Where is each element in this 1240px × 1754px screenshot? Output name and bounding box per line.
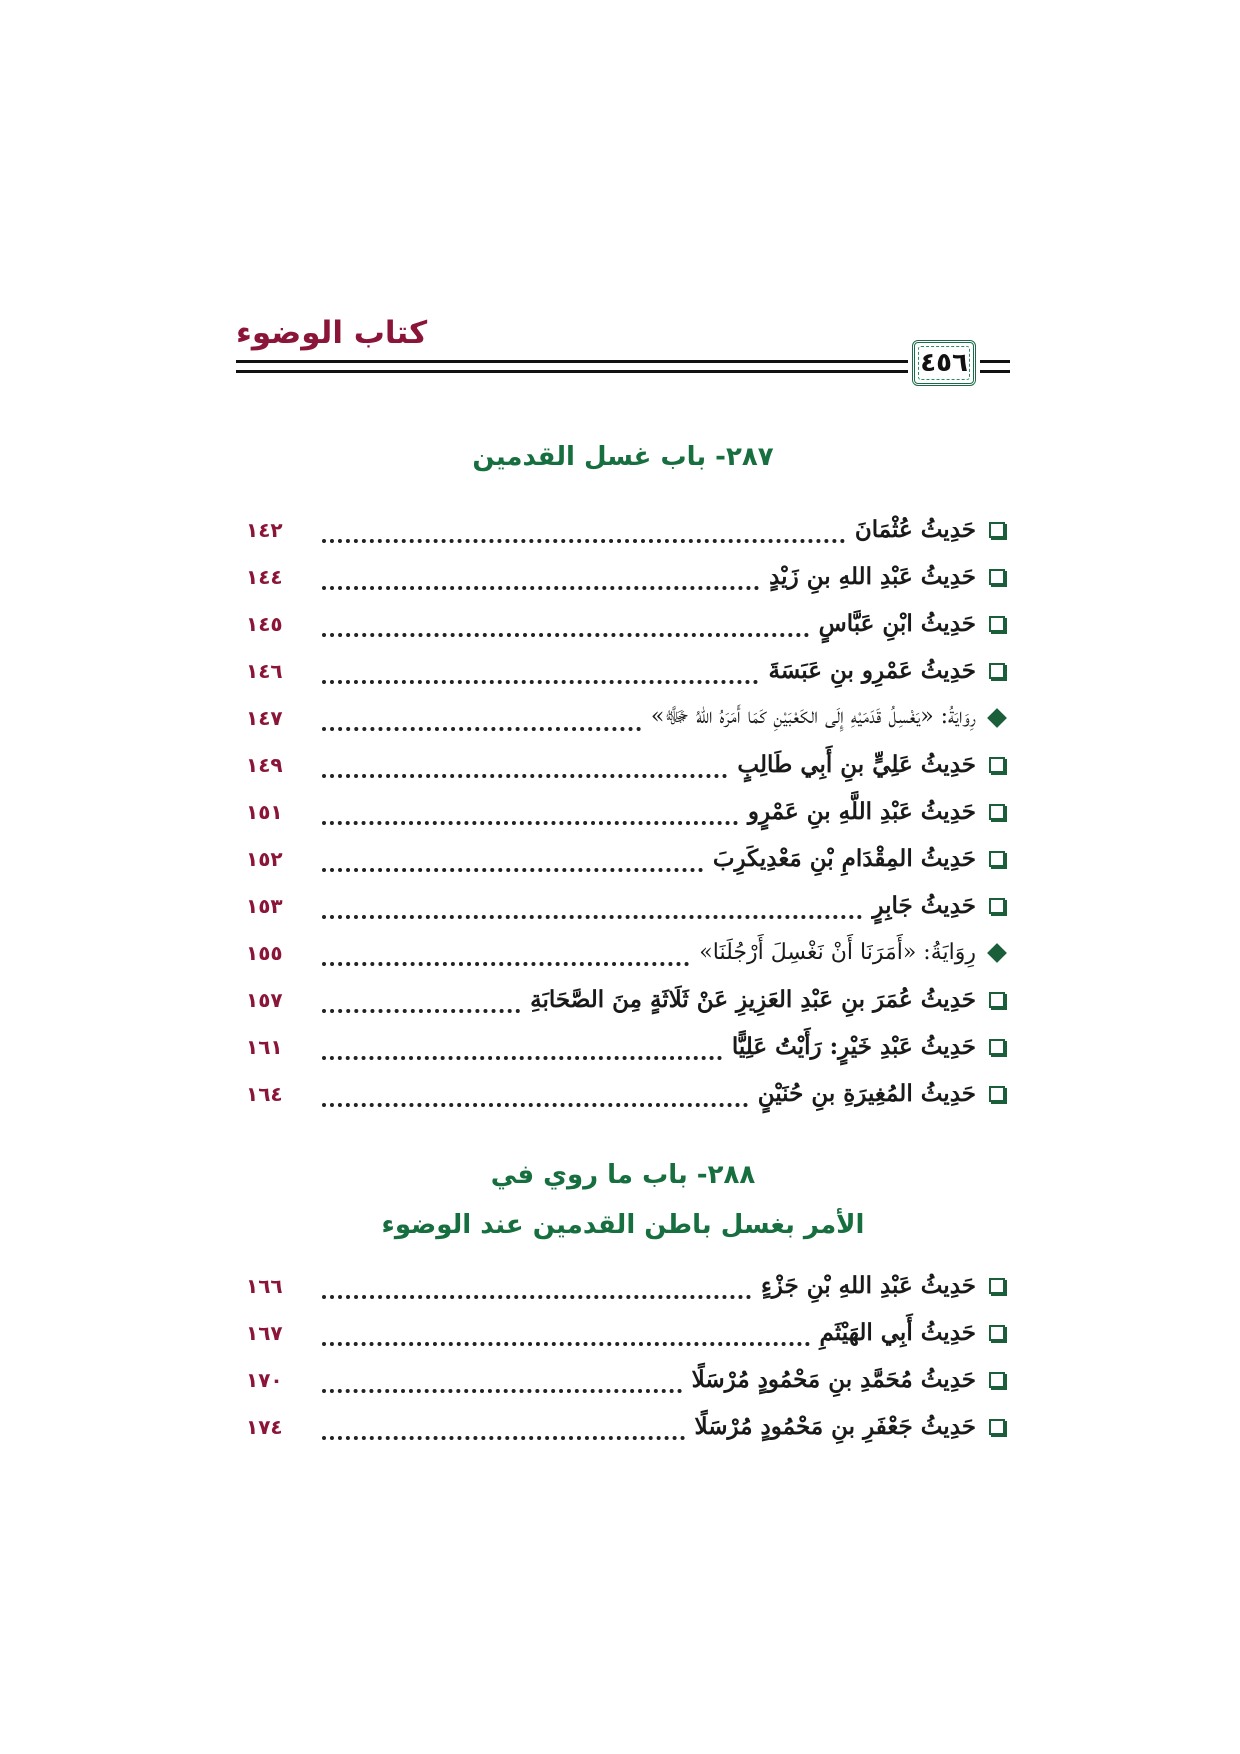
checkbox-bullet-icon <box>984 569 1010 585</box>
dot-leader <box>322 993 520 1013</box>
checkbox-bullet-icon <box>984 851 1010 867</box>
checkbox-bullet-icon <box>984 663 1010 679</box>
dot-leader <box>322 1326 810 1346</box>
toc-page-number: ١٥٥ <box>246 940 283 965</box>
toc-page-number: ١٤٦ <box>246 658 283 683</box>
checkbox-bullet-icon <box>984 616 1010 632</box>
header-rule-top <box>236 360 908 363</box>
toc-entry[interactable] <box>236 1309 1010 1356</box>
toc-entry[interactable] <box>236 1023 1010 1070</box>
toc-entry[interactable] <box>236 553 1010 600</box>
toc-page-number: ١٦٧ <box>246 1320 283 1345</box>
toc-entry-text: رِوَايَةُ: «يَغْسِلُ قَدَمَيْهِ إِلَى الكَعْبَيْنِ كَمَا أَمَرَهُ اللهُ ﷻ» <box>650 703 976 729</box>
page-number: ٤٥٦ <box>920 348 968 378</box>
toc-page-number: ١٤٩ <box>246 752 283 777</box>
checkbox-bullet-icon <box>984 1372 1010 1388</box>
toc-entry[interactable] <box>236 647 1010 694</box>
toc-page-number: ١٧٤ <box>246 1414 283 1439</box>
toc-entry[interactable] <box>236 1262 1010 1309</box>
checkbox-bullet-icon <box>984 1419 1010 1435</box>
dot-leader <box>322 711 641 731</box>
dot-leader <box>322 852 703 872</box>
toc-entry-text: حَدِيثُ جَعْفَرِ بنِ مَحْمُودٍ مُرْسَلًا <box>694 1413 976 1440</box>
dot-leader <box>322 1373 682 1393</box>
chapter-288-subtitle: الأمر بغسل باطن القدمين عند الوضوء <box>381 1210 865 1240</box>
toc-page-number: ١٥٣ <box>246 893 283 918</box>
dot-leader <box>322 946 689 966</box>
toc-entry[interactable] <box>236 506 1010 553</box>
toc-page-number: ١٦١ <box>246 1034 283 1059</box>
checkbox-bullet-icon <box>984 522 1010 538</box>
toc-entry-text: حَدِيثُ جَابِرٍ <box>872 892 976 919</box>
checkbox-bullet-icon <box>984 1325 1010 1341</box>
header-rule-bottom <box>236 370 908 373</box>
toc-entry-text: حَدِيثُ مُحَمَّدِ بنِ مَحْمُودٍ مُرْسَلًا <box>691 1366 976 1393</box>
toc-entry[interactable] <box>236 835 1010 882</box>
toc-entry[interactable] <box>236 1070 1010 1117</box>
toc-entry-text: حَدِيثُ أَبِي الهَيْثَمِ <box>819 1319 976 1346</box>
dot-leader <box>322 617 809 637</box>
toc-page-number: ١٦٤ <box>246 1081 283 1106</box>
checkbox-bullet-icon <box>984 804 1010 820</box>
chapter-288-toc <box>236 1262 1010 1450</box>
chapter-287-title: ٢٨٧- باب غسل القدمين <box>472 442 774 472</box>
toc-entry-text: حَدِيثُ عَبْدِ خَيْرٍ: رَأَيْتُ عَلِيًّا <box>731 1033 976 1060</box>
toc-entry[interactable] <box>236 600 1010 647</box>
toc-entry-text: حَدِيثُ عَبْدِ اللَّهِ بنِ عَمْرٍو <box>747 798 976 825</box>
toc-page-number: ١٥٢ <box>246 846 283 871</box>
toc-entry-text: حَدِيثُ عَمْرِو بنِ عَبَسَةَ <box>768 657 976 684</box>
dot-leader <box>322 1087 748 1107</box>
dot-leader <box>322 899 862 919</box>
toc-entry[interactable] <box>236 1403 1010 1450</box>
toc-entry-text: رِوَايَةُ: «أَمَرَنَا أَنْ نَغْسِلَ أَرْجُلَنَا» <box>699 940 976 965</box>
toc-page-number: ١٥٧ <box>246 987 283 1012</box>
toc-page-number: ١٧٠ <box>246 1367 283 1392</box>
dot-leader <box>322 1420 685 1440</box>
dot-leader <box>322 523 845 543</box>
toc-entry[interactable] <box>236 882 1010 929</box>
book-title: كتاب الوضوء <box>236 315 428 351</box>
toc-entry-text: حَدِيثُ ابْنِ عَبَّاسٍ <box>818 610 976 637</box>
checkbox-bullet-icon <box>984 992 1010 1008</box>
dot-leader <box>322 805 738 825</box>
toc-entry-text: حَدِيثُ عُثْمَانَ <box>854 516 976 543</box>
toc-entry-text: حَدِيثُ عَبْدِ اللهِ بنِ زَيْدٍ <box>769 563 976 590</box>
toc-entry-text: حَدِيثُ المُغِيرَةِ بنِ حُنَيْنٍ <box>757 1080 976 1107</box>
checkbox-bullet-icon <box>984 757 1010 773</box>
toc-page-number: ١٤٧ <box>246 705 283 730</box>
dot-leader <box>322 758 727 778</box>
toc-entry-text: حَدِيثُ المِقْدَامِ بْنِ مَعْدِيكَرِبَ <box>712 845 976 872</box>
toc-entry[interactable] <box>236 1356 1010 1403</box>
toc-narration-entry[interactable] <box>236 694 1010 741</box>
running-header <box>236 315 1010 390</box>
checkbox-bullet-icon <box>984 1278 1010 1294</box>
toc-page-number: ١٤٤ <box>246 564 283 589</box>
dot-leader <box>322 1279 751 1299</box>
page-number-frame <box>912 340 976 386</box>
chapter-288-title: ٢٨٨- باب ما روي في <box>490 1160 756 1190</box>
diamond-bullet-icon <box>984 946 1010 960</box>
diamond-bullet-icon <box>984 711 1010 725</box>
toc-entry[interactable] <box>236 976 1010 1023</box>
header-rule-end-bottom <box>980 370 1010 373</box>
toc-entry-text: حَدِيثُ عَلِيٍّ بنِ أَبِي طَالِبٍ <box>737 751 976 778</box>
checkbox-bullet-icon <box>984 1086 1010 1102</box>
toc-page-number: ١٦٦ <box>246 1273 283 1298</box>
dot-leader <box>322 664 758 684</box>
toc-entry-text: حَدِيثُ عُمَرَ بنِ عَبْدِ العَزِيزِ عَنْ ثَلَاثَةٍ مِنَ الصَّحَابَةِ <box>530 986 976 1013</box>
checkbox-bullet-icon <box>984 1039 1010 1055</box>
toc-entry[interactable] <box>236 741 1010 788</box>
toc-page-number: ١٤٢ <box>246 517 283 542</box>
toc-page-number: ١٤٥ <box>246 611 283 636</box>
toc-narration-entry[interactable] <box>236 929 1010 976</box>
checkbox-bullet-icon <box>984 898 1010 914</box>
dot-leader <box>322 570 759 590</box>
header-rule-end-top <box>980 360 1010 363</box>
toc-entry-text: حَدِيثُ عَبْدِ اللهِ بْنِ جَزْءٍ <box>760 1272 976 1299</box>
dot-leader <box>322 1040 722 1060</box>
chapter-287-toc <box>236 506 1010 1117</box>
toc-entry[interactable] <box>236 788 1010 835</box>
toc-page-number: ١٥١ <box>246 799 283 824</box>
